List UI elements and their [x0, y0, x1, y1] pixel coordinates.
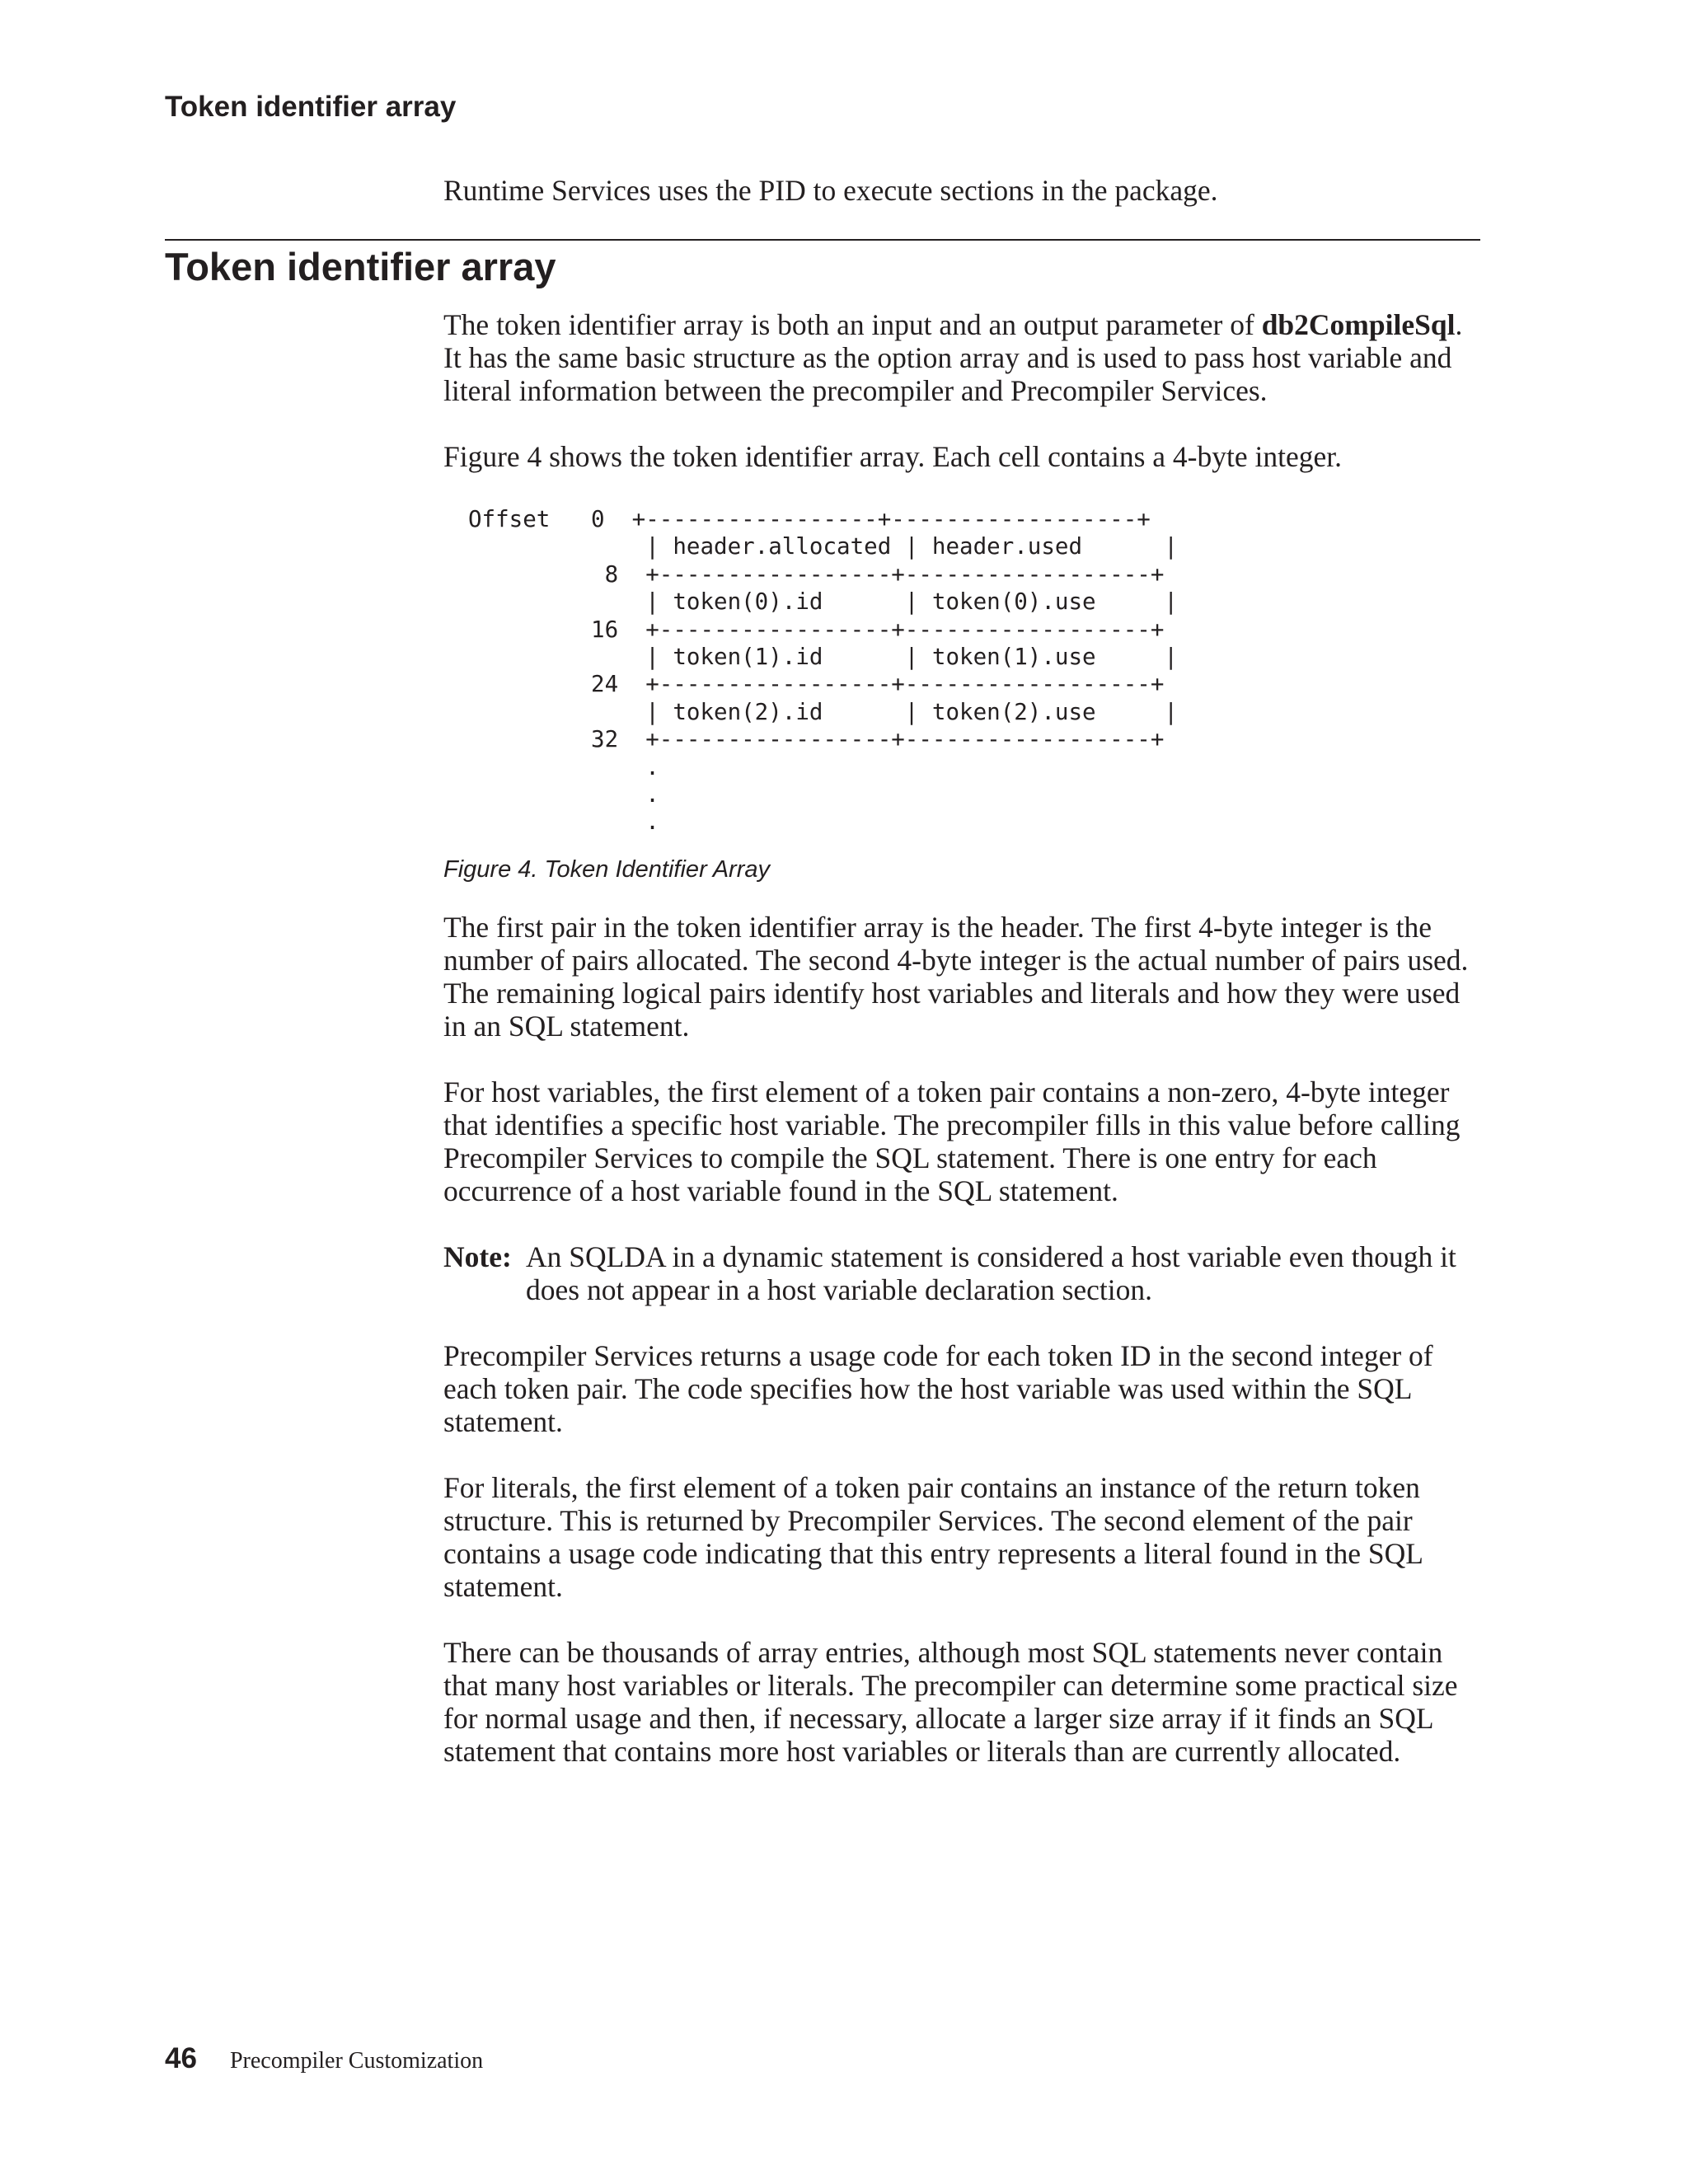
- paragraph-intro-post: . It has the same basic structure as the option array and is used to pass host variable and literal information between the precompiler and Precompiler Services.: [443, 308, 1463, 407]
- footer-title: Precompiler Customization: [229, 2048, 484, 2074]
- figure-line: Offset 0 +-----------------+------------------+: [468, 506, 1151, 532]
- paragraph-header: The first pair in the token identifier array is the header. The first 4-byte integer is the number of pairs allocated. The second 4-byte integer is the actual number of pairs used. The remaining logical pairs identify host variables and literals and how they were used in an SQL statement.: [443, 910, 1469, 1043]
- page-number: 46: [165, 2042, 197, 2074]
- figure-line: .: [468, 781, 659, 808]
- running-head: Token identifier array: [165, 91, 457, 123]
- figure-line: | token(0).id | token(0).use |: [468, 588, 1178, 616]
- figure-line: 8 +-----------------+------------------+: [468, 560, 1165, 588]
- figure-line: 24 +-----------------+------------------+: [468, 671, 1165, 698]
- function-name: db2CompileSql: [1261, 308, 1456, 341]
- figure-line: .: [468, 753, 659, 780]
- figure-line: | token(2).id | token(2).use |: [468, 698, 1178, 725]
- figure-caption: Figure 4. Token Identifier Array: [443, 855, 770, 883]
- figure-line: | token(1).id | token(1).use |: [468, 644, 1178, 671]
- section-title: Token identifier array: [165, 245, 556, 288]
- section-content: [443, 308, 1486, 1801]
- figure-line: 32 +-----------------+------------------+: [468, 726, 1165, 753]
- figure-line: 16 +-----------------+------------------+: [468, 616, 1165, 643]
- paragraph-intro-pre: The token identifier array is both an input and an output parameter of: [443, 308, 1262, 341]
- intro-paragraph: Runtime Services uses the PID to execute sections in the package.: [443, 174, 1218, 207]
- page-footer: [165, 2042, 483, 2075]
- note-label: Note:: [443, 1240, 512, 1273]
- note: [443, 1240, 1486, 1306]
- paragraph-usage-code: Precompiler Services returns a usage code for each token ID in the second integer of each token pair. The code specifies how the host variable was used within the SQL statement.: [443, 1338, 1433, 1438]
- paragraph-intro: [443, 308, 1486, 407]
- section-divider: [165, 239, 1480, 241]
- figure-line: .: [468, 808, 659, 836]
- note-text: An SQLDA in a dynamic statement is considered a host variable even though it does not appear in a host variable declaration section.: [526, 1240, 1456, 1306]
- paragraph-figure-ref: Figure 4 shows the token identifier array. Each cell contains a 4-byte integer.: [443, 440, 1342, 473]
- paragraph-array-size: There can be thousands of array entries, although most SQL statements never contain that many host variables or literals. The precompiler can determine some practical size for normal usage and then, if necessary, allocate a larger size array if it finds an SQL statement that contains more host variables or literals than are currently allocated.: [443, 1635, 1458, 1768]
- paragraph-literals: For literals, the first element of a token pair contains an instance of the return token structure. This is returned by Precompiler Services. The second element of the pair contains a usage code indicating that this entry represents a literal found in the SQL statement.: [443, 1470, 1423, 1603]
- token-array-figure: [468, 506, 1486, 837]
- figure-line: | header.allocated | header.used |: [468, 533, 1178, 560]
- paragraph-host-variables: For host variables, the first element of a token pair contains a non-zero, 4-byte integer that identifies a specific host variable. The precompiler fills in this value before calling Precompiler Services to compile the SQL statement. There is one entry for each occurrence of a host variable found in the SQL statement.: [443, 1075, 1461, 1207]
